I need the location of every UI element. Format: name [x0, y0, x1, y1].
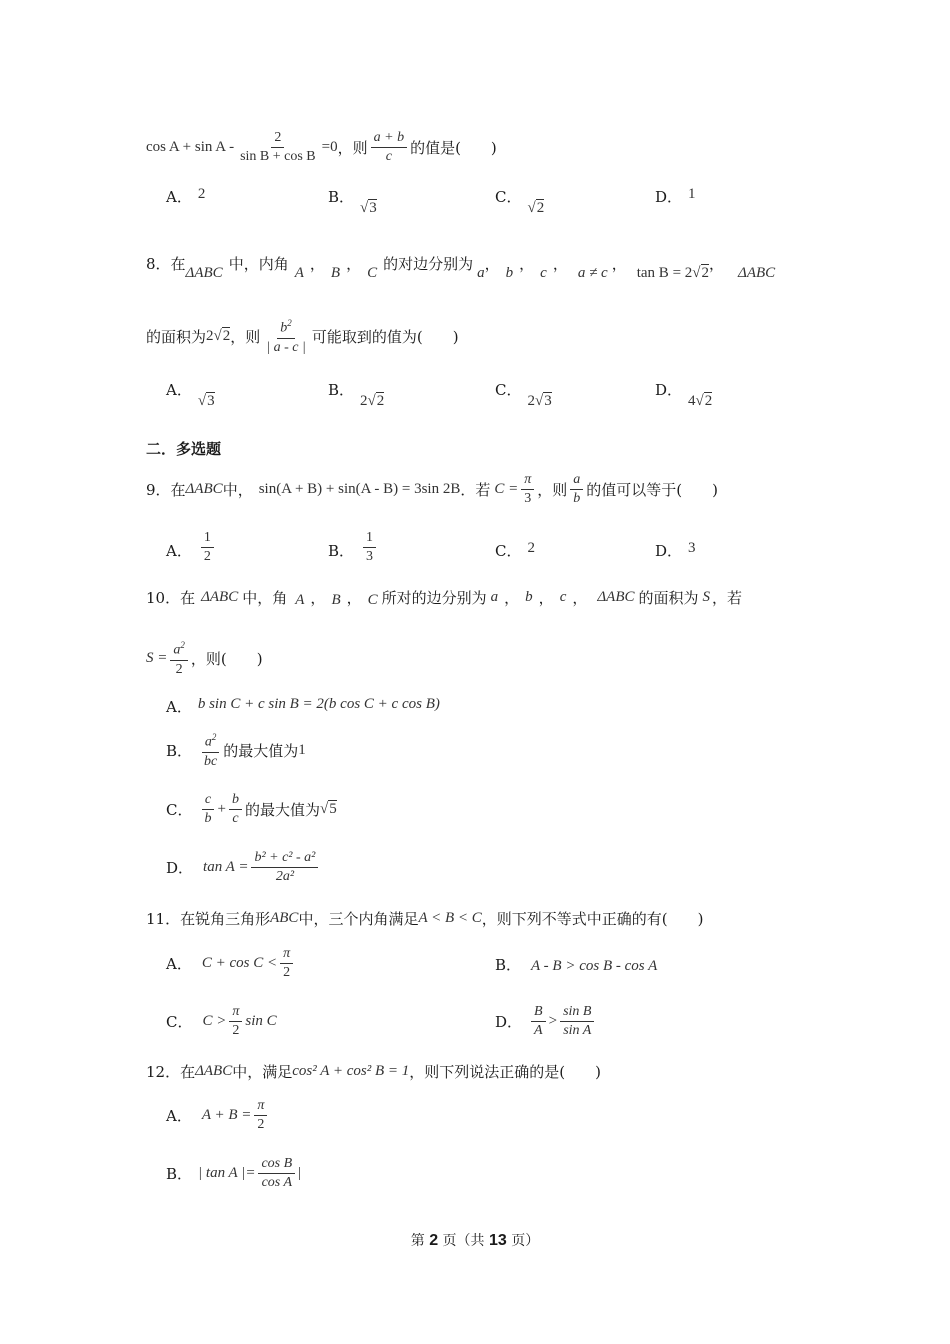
- q11-option-d[interactable]: D． $\frac{B}{A}$ > $\frac{\text{sin B}}{\text{sin A}}$: [495, 1004, 597, 1039]
- q9-option-c[interactable]: C． 2: [495, 540, 535, 560]
- page-number: 2: [429, 1232, 439, 1249]
- q9-option-d[interactable]: D． 3: [655, 540, 696, 560]
- q7-option-c[interactable]: C． √2: [495, 188, 545, 216]
- q7-stem: cos A + sin A - $\frac{2}{\text{sin B + cos B}}$ =0 ，则 $\frac{a + b}{c}$ 的值是( ): [146, 130, 497, 164]
- page-footer: 第 2 页（共 13 页）: [410, 1232, 540, 1249]
- q7-option-a[interactable]: A． 2: [166, 186, 206, 206]
- q12-option-a[interactable]: A． A + B = $\frac{\pi}{2}$: [166, 1098, 270, 1133]
- q8-option-d[interactable]: D． 4√2: [655, 381, 713, 409]
- q7-prefix: cos A + sin A -: [146, 139, 235, 155]
- q8-fraction: $\frac{b^2}{| a - c |}$: [266, 318, 306, 355]
- q9-option-a[interactable]: A． $\frac{1}{2}$: [166, 530, 217, 565]
- q10-option-c[interactable]: C． $\frac{c}{b}$ + $\frac{b}{c}$ 的最大值为 √5: [166, 792, 337, 826]
- page-total: 13: [489, 1232, 507, 1249]
- q11-option-c[interactable]: C． C > $\frac{\pi}{2}$ sin C: [166, 1004, 277, 1038]
- q8-stem-line1: 8．在 ΔABC 中，内角 A ， B ， C 的对边分别为 a ， b ， c ， a ≠ c ， tan B = 2 √2 ， ΔABC: [146, 255, 776, 281]
- q8-option-a[interactable]: A． √3: [166, 381, 215, 409]
- q9-option-b[interactable]: B． $\frac{1}{3}$: [328, 530, 379, 565]
- q11-stem: 11．在锐角三角形 ABC 中，三个内角满足 A < B < C ，则下列不等式中正确的有( ): [146, 910, 704, 928]
- q8-option-b[interactable]: B． 2√2: [328, 381, 385, 409]
- q7-option-d[interactable]: D． 1: [655, 186, 696, 206]
- q10-stem-line2: S = $\frac{a^2}{2}$ ，则( ): [146, 640, 263, 677]
- section-title-multiple-choice: 二．多选题: [146, 440, 222, 458]
- q11-option-b[interactable]: B． A - B > cos B - cos A: [495, 956, 658, 974]
- q10-stem-line1: 10．在 ΔABC 中，角 A ， B ， C 所对的边分别为 a ， b ， c ， ΔABC 的面积为 S ，若: [146, 589, 743, 608]
- q12-stem: 12．在 ΔABC 中，满足 cos² A + cos² B = 1 ，则下列说法正确的是( ): [146, 1063, 601, 1081]
- q11-option-a[interactable]: A． C + cos C < $\frac{\pi}{2}$: [166, 946, 296, 981]
- q8-option-c[interactable]: C． 2√3: [495, 381, 552, 409]
- q9-stem: 9．在 ΔABC 中， sin(A + B) + sin(A - B) = 3sin 2B ．若 C = $\frac{\pi}{3}$ ，则 $\frac{a}{b}$ 的值可以等于( ): [146, 472, 719, 506]
- q7-fraction2: $\frac{a + b}{c}$: [371, 130, 407, 165]
- q8-stem-line2: 的面积为 2 √2 ，则 $\frac{b^2}{| a - c |}$ 可能取到的值为( ): [146, 318, 459, 355]
- q7-option-b[interactable]: B． √3: [328, 188, 377, 216]
- q10-option-d[interactable]: D． tan A = $\frac{\text{b² + c² - a²}}{\text{2a²}}$: [166, 850, 321, 885]
- q12-option-b[interactable]: B． | tan A |= $\frac{\text{cos B}}{\text{cos A}}$ |: [166, 1156, 302, 1190]
- q10-option-b[interactable]: B． $\frac{a^2}{bc}$ 的最大值为 1: [166, 732, 306, 769]
- q10-option-a[interactable]: A． b sin C + c sin B = 2(b cos C + c cos B): [166, 696, 440, 716]
- q7-fraction: $\frac{2}{\text{sin B + cos B}}$: [240, 130, 316, 164]
